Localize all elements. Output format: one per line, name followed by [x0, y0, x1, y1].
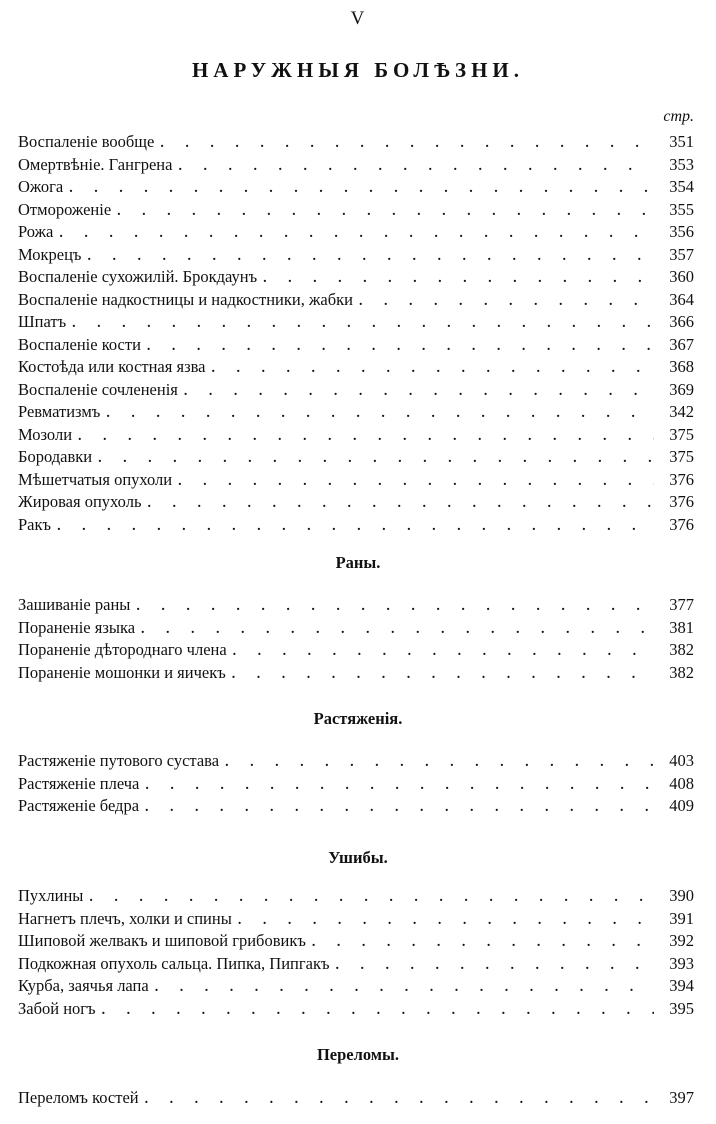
toc-entry-title: Пораненіе мошонки и яичекъ [18, 662, 226, 682]
dot-leader [336, 955, 654, 978]
toc-entry-page: 408 [669, 773, 694, 793]
toc-entry-page: 351 [669, 132, 694, 151]
toc-entry [18, 131, 694, 154]
toc-entry [18, 221, 694, 244]
toc-entry [18, 930, 694, 953]
dot-leader [78, 426, 654, 449]
toc-entry-page: 393 [669, 953, 694, 973]
toc-entry [18, 244, 694, 267]
toc-entry [18, 514, 694, 537]
toc-entry [18, 356, 694, 379]
toc-entry [18, 975, 694, 998]
toc-entry-page: 364 [669, 289, 694, 309]
toc-entry-page: 381 [669, 617, 694, 637]
section-heading-sprains: Растяженія. [313, 709, 403, 728]
dot-leader [232, 664, 654, 687]
dot-leader [178, 156, 654, 179]
dot-leader [136, 596, 654, 619]
toc-entry-title: Жировая опухоль [18, 492, 142, 511]
toc-entry-title: Отмороженіе [18, 199, 112, 219]
toc-entry-title: Омертвѣніе. Гангрена [18, 154, 173, 174]
dot-leader [98, 448, 654, 471]
toc-entry-title: Мозоли [18, 424, 73, 444]
toc-entry-page: 382 [669, 662, 694, 682]
toc-entry-title: Переломъ костей [18, 1088, 139, 1107]
dot-leader [155, 977, 654, 1000]
dot-leader [147, 493, 654, 516]
toc-section-bruises [18, 885, 694, 1020]
dot-leader [141, 619, 654, 642]
page-title: НАРУЖНЫЯ БОЛѢЗНИ. [191, 58, 525, 82]
toc-entry-page: 391 [669, 908, 694, 928]
dot-leader [184, 381, 654, 404]
toc-entry-page: 409 [669, 796, 694, 815]
toc-entry [18, 795, 694, 818]
dot-leader [145, 797, 654, 820]
toc-entry-page: 369 [669, 379, 694, 399]
toc-entry [18, 750, 694, 773]
toc-entry-title: Подкожная опухоль сальца. Пипка, Пипгакъ [18, 953, 330, 973]
toc-section-general [18, 131, 694, 536]
dot-leader [225, 752, 654, 775]
toc-entry [18, 491, 694, 514]
toc-entry-title: Нагнетъ плечъ, холки и спины [18, 908, 232, 928]
toc-entry-title: Забой ногъ [18, 998, 96, 1018]
toc-section-fractures [18, 1087, 694, 1110]
toc-entry-title: Пораненіе языка [18, 617, 136, 637]
toc-entry [18, 446, 694, 469]
section-heading-wounds: Раны. [335, 553, 381, 572]
toc-entry-title: Растяженіе путового сустава [18, 751, 220, 770]
section-heading-fractures: Переломы. [316, 1045, 400, 1064]
toc-entry-title: Мѣшетчатыя опухоли [18, 469, 173, 489]
toc-entry-page: 376 [669, 469, 694, 489]
dot-leader [59, 223, 654, 246]
toc-entry-title: Воспаленіе кости [18, 334, 141, 354]
toc-entry [18, 379, 694, 402]
dot-leader [145, 775, 654, 798]
toc-entry-title: Курба, заячья лапа [18, 976, 149, 995]
dot-leader [178, 471, 654, 494]
toc-entry-title: Воспаленіе сухожилій. Брокдаунъ [18, 267, 258, 286]
toc-entry-title: Ракъ [18, 514, 52, 534]
toc-entry [18, 1087, 694, 1110]
dot-leader [263, 268, 654, 291]
toc-entry [18, 469, 694, 492]
toc-entry-page: 355 [669, 199, 694, 219]
dot-leader [160, 133, 654, 156]
toc-entry-page: 375 [669, 447, 694, 466]
section-heading-bruises: Ушибы. [328, 848, 388, 867]
toc-entry-page: 342 [669, 402, 694, 421]
page-number: V [350, 8, 366, 29]
toc-entry-page: 375 [669, 424, 694, 444]
toc-entry-page: 353 [669, 154, 694, 174]
toc-entry-title: Воспаленіе надкостницы и надкостники, жабки [18, 289, 353, 309]
toc-entry-title: Рожа [18, 222, 54, 241]
toc-entry [18, 289, 694, 312]
dot-leader [57, 516, 654, 539]
toc-entry [18, 401, 694, 424]
dot-leader [359, 291, 654, 314]
toc-section-wounds [18, 594, 694, 684]
toc-entry [18, 773, 694, 796]
toc-entry-page: 368 [669, 357, 694, 376]
toc-entry-page: 392 [669, 931, 694, 950]
toc-entry [18, 998, 694, 1021]
toc-entry-page: 360 [669, 267, 694, 286]
toc-entry [18, 424, 694, 447]
toc-entry-title: Пораненіе дѣтороднаго члена [18, 640, 227, 659]
page-column-label: стр. [663, 108, 694, 125]
toc-entry [18, 885, 694, 908]
dot-leader [145, 1089, 654, 1112]
toc-entry [18, 311, 694, 334]
toc-entry [18, 617, 694, 640]
toc-entry [18, 154, 694, 177]
dot-leader [117, 201, 654, 224]
toc-entry-page: 390 [669, 886, 694, 905]
toc-entry-title: Воспаленіе сочлененія [18, 379, 178, 399]
toc-entry-title: Воспаленіе вообще [18, 132, 155, 151]
toc-entry-page: 394 [669, 976, 694, 995]
toc-entry-page: 376 [669, 514, 694, 534]
toc-entry [18, 662, 694, 685]
toc-entry-title: Мокрецъ [18, 244, 82, 264]
toc-entry-title: Ожога [18, 177, 64, 196]
toc-entry-page: 367 [669, 334, 694, 354]
toc-entry-page: 395 [669, 998, 694, 1018]
dot-leader [211, 358, 654, 381]
toc-section-sprains [18, 750, 694, 818]
toc-entry [18, 176, 694, 199]
toc-entry-title: Шпатъ [18, 312, 67, 331]
toc-entry-page: 357 [669, 244, 694, 264]
dot-leader [233, 641, 654, 664]
toc-entry [18, 594, 694, 617]
dot-leader [72, 313, 654, 336]
toc-entry-title: Растяженіе бедра [18, 796, 140, 815]
dot-leader [147, 336, 654, 359]
dot-leader [69, 178, 654, 201]
toc-entry [18, 334, 694, 357]
toc-entry [18, 199, 694, 222]
toc-entry [18, 266, 694, 289]
toc-entry-title: Шиповой желвакъ и шиповой грибовикъ [18, 931, 306, 950]
toc-entry-title: Костоѣда или костная язва [18, 357, 206, 376]
toc-entry-title: Ревматизмъ [18, 402, 101, 421]
dot-leader [87, 246, 654, 269]
dot-leader [238, 910, 654, 933]
dot-leader [106, 403, 654, 426]
toc-entry-page: 377 [669, 595, 694, 614]
toc-entry-title: Бородавки [18, 447, 93, 466]
toc-entry [18, 908, 694, 931]
toc-entry-title: Пухлины [18, 886, 84, 905]
toc-entry-title: Зашиваніе раны [18, 595, 131, 614]
dot-leader [89, 887, 654, 910]
toc-entry-page: 366 [669, 312, 694, 331]
toc-entry [18, 953, 694, 976]
dot-leader [102, 1000, 654, 1023]
toc-entry-page: 356 [669, 222, 694, 241]
toc-entry [18, 639, 694, 662]
toc-entry-page: 382 [669, 640, 694, 659]
toc-entry-page: 354 [669, 177, 694, 196]
dot-leader [312, 932, 654, 955]
toc-entry-title: Растяженіе плеча [18, 773, 140, 793]
toc-entry-page: 403 [669, 751, 694, 770]
toc-entry-page: 376 [669, 492, 694, 511]
toc-entry-page: 397 [669, 1088, 694, 1107]
